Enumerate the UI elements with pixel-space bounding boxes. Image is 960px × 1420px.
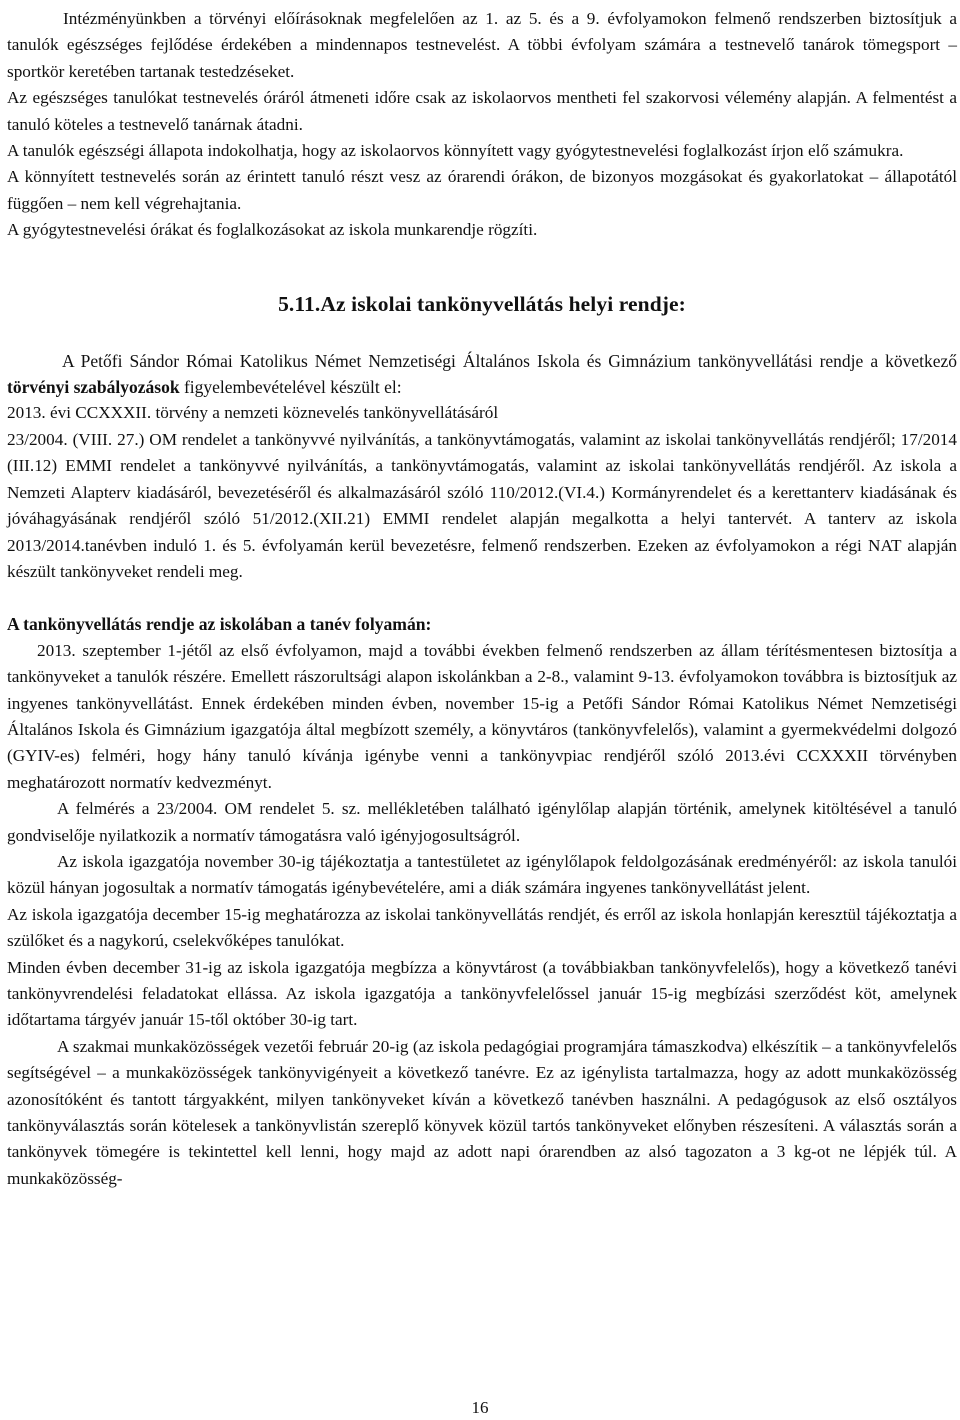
paragraph-health-condition: A tanulók egészségi állapota indokolhatja, hogy az iskolaorvos könnyített vagy gyógytestnevelési foglalkozást írjon elő számukra.: [7, 141, 904, 161]
law-intro-text: A Petőfi Sándor Római Katolikus Német Nemzetiségi Általános Iskola és Gimnázium tankönyvellátási rendje a következő: [62, 350, 957, 371]
law-references: [7, 348, 957, 586]
paragraph-daily-pe: Intézményünkben a törvényi előírásoknak megfelelően az 1. az 5. és a 9. évfolyamokon felmenő rendszerben biztosítjuk a tanulók egészséges fejlődése érdekében a mindennapos testnevelést. A többi évfolyam számára a testnevelő tanárok tömegsport – sportkör keretében tartanak testedzéseket.: [7, 9, 957, 81]
document-page: [7, 6, 957, 1192]
law-intro-paragraph: [7, 348, 957, 401]
procedure-paragraph-december-31: Minden évben december 31-ig az iskola igazgatója megbízza a könyvtárost (a továbbiakban tankönyvfelelős), hogy a következő tanévi tankönyvrendelési feladatokat ellássa. Az iskola igazgatója a tankönyvfelelőssel január 15-ig megbízási szerződést köt, amelynek időtartama tárgyév január 15-től október 30-ig tart.: [7, 957, 957, 1030]
paragraph-light-pe: A könnyített testnevelés során az érintett tanuló részt vesz az órarendi órákon, de bizonyos mozgásokat és gyakorlatokat – állapotától függően – nem kell végrehajtania.: [7, 167, 957, 213]
procedure-section: [7, 638, 957, 1193]
section-title: Az iskolai tankönyvellátás helyi rendje:: [320, 291, 686, 316]
law-intro-bold: törvényi szabályozások: [7, 377, 180, 398]
physical-education-section: [7, 6, 957, 244]
law-line-decrees: 23/2004. (VIII. 27.) OM rendelet a tankönyvvé nyilvánítás, a tankönyvtámogatás, valamint az iskolai tankönyvellátás rendjéről; 17/2014 (III.12) EMMI rendelet a tankönyvvé nyilvánítás, a tankönyvtámogatás, valamint az iskolai tankönyvellátás rendjéről. Az iskola a Nemzeti Alapterv kiadásáról, bevezetéséről és alkalmazásáról szóló 110/2012.(VI.4.) Kormányrendelet és a kerettanterv kiadásának és jóváhagyásának rendjéről szóló 51/2012.(XII.21) EMMI rendelet alapján megalkotta a helyi tantervét. A tanterv az iskola 2013/2014.tanévben induló 1. és 5. évfolyamán kerül bevezetésre, felmenő rendszerben. Ezeken az évfolyamokon a régi NAT alapján készült tankönyveket rendeli meg.: [7, 429, 957, 581]
procedure-paragraph-december-15: Az iskola igazgatója december 15-ig meghatározza az iskolai tankönyvellátás rendjét, és erről az iskola honlapján keresztül tájékoztatja a szülőket és a nagykorú, cselekvőképes tanulókat.: [7, 904, 957, 951]
sub-heading: A tankönyvellátás rendje az iskolában a tanév folyamán:: [7, 614, 432, 635]
procedure-paragraph-february: A szakmai munkaközösségek vezetői február 20-ig (az iskola pedagógiai programjára támaszkodva) elkészítik – a tankönyvfelelős segítségével – a munkaközösségek tankönyvigényeit a következő tanévre. Ez az igénylista tartalmazza, hogy az adott munkaközösség azonosítóként és tantott tárgyakként, milyen tankönyveket kíván a következő tanévben használni. A pedagógusok az első osztályos tankönyválasztás során kötelesek a tankönyvlistán szereplő könyvek közül tartós tankönyveket előnyben részesíteni. A választás során a tankönyvek tömegére is tekintettel kell lenni, hogy majd az adott napi órarendben az alsó tagozaton a 3 kg-ot ne lépjék túl. A munkaközösség-: [7, 1036, 957, 1188]
paragraph-exemption: Az egészséges tanulókat testnevelés óráról átmeneti időre csak az iskolaorvos mentheti fel szakorvosi vélemény alapján. A felmentést a tanuló köteles a testnevelő tanárnak átadni.: [7, 88, 957, 134]
procedure-paragraph-survey: A felmérés a 23/2004. OM rendelet 5. sz. mellékletében található igénylőlap alapján történik, amelynek kitöltésével a tanuló gondviselője nyilatkozik a normatív támogatásra való igényjogosultságról.: [7, 799, 957, 845]
section-heading: [7, 290, 957, 318]
page-number: 16: [471, 1398, 489, 1417]
law-intro-text-end: figyelembevételével készült el:: [179, 377, 402, 398]
section-number: 5.11.: [278, 291, 321, 316]
law-line-act: 2013. évi CCXXXII. törvény a nemzeti köznevelés tankönyvellátásáról: [7, 403, 499, 423]
procedure-paragraph-november: Az iskola igazgatója november 30-ig tájékoztatja a tantestületet az igénylőlapok feldolgozásának eredményéről: az iskola tanulói közül hányan jogosultak a normatív támogatás igénybevételére, ami a diák számára ingyenes tankönyvellátást jelent.: [7, 851, 957, 898]
paragraph-therapeutic-pe: A gyógytestnevelési órákat és foglalkozásokat az iskola munkarendje rögzíti.: [7, 220, 538, 240]
procedure-paragraph-free-books: 2013. szeptember 1-jétől az első évfolyamon, majd a további években felmenő rendszerben az állam térítésmentesen biztosítja a tankönyveket a tanulók részére. Emellett rászorultsági alapon iskolánkban a 2-8., valamint 9-13. évfolyamokon továbbra is biztosítjuk az ingyenes tankönyvellátást. Ennek érdekében minden évben, november 15-ig a Petőfi Sándor Római Katolikus Német Nemzetiségi Általános Iskola és Gimnázium igazgatója által megbízott személy, a könyvtáros (tankönyvfelelős), valamint a gyermekvédelmi dolgozó (GYIV-es) felméri, hogy hány tanuló kívánja igénybe venni a tankönyvpiac rendjéről szóló 2013.évi CCXXXII törvényben meghatározott normatív kedvezményt.: [7, 640, 957, 792]
